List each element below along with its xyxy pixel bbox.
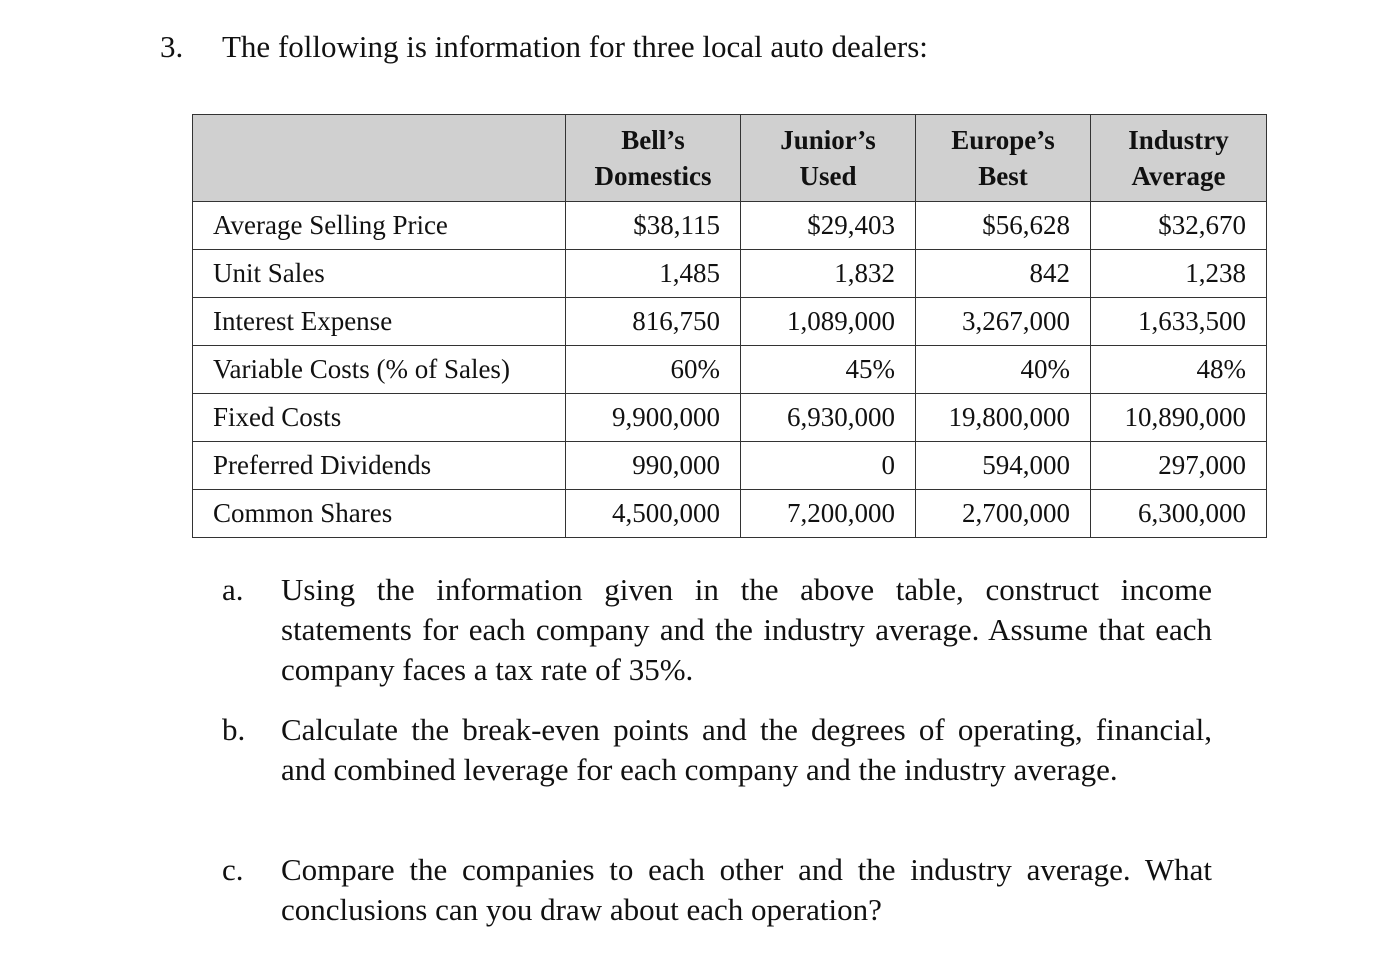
part-a	[222, 570, 1212, 690]
table-cell: 4,500,000	[566, 490, 741, 538]
table-cell: $56,628	[916, 202, 1091, 250]
table-cell: 6,930,000	[741, 394, 916, 442]
table-header-row	[193, 115, 1267, 202]
header-line: Europe’s	[951, 125, 1055, 155]
table-row	[193, 346, 1267, 394]
header-line: Junior’s	[780, 125, 876, 155]
table-cell: 1,089,000	[741, 298, 916, 346]
table-cell: $32,670	[1091, 202, 1267, 250]
table-cell: 1,832	[741, 250, 916, 298]
row-label: Common Shares	[193, 490, 566, 538]
table-cell: 1,485	[566, 250, 741, 298]
table-row	[193, 442, 1267, 490]
row-label: Variable Costs (% of Sales)	[193, 346, 566, 394]
header-line: Average	[1131, 161, 1226, 191]
part-letter: a.	[222, 572, 244, 607]
table-cell: 0	[741, 442, 916, 490]
table-row	[193, 394, 1267, 442]
table-cell: 3,267,000	[916, 298, 1091, 346]
header-corner-cell	[193, 115, 566, 202]
table-cell: 60%	[566, 346, 741, 394]
table-row	[193, 202, 1267, 250]
table-cell: 9,900,000	[566, 394, 741, 442]
header-juniors-used	[741, 115, 916, 202]
row-label: Preferred Dividends	[193, 442, 566, 490]
part-text: Calculate the break-even points and the degrees of operating, financial, and combined leverage for each company and the industry average.	[281, 712, 1212, 787]
table-cell: 40%	[916, 346, 1091, 394]
table-cell: 1,238	[1091, 250, 1267, 298]
part-text: Compare the companies to each other and the industry average. What conclusions can you draw about each operation?	[281, 852, 1212, 927]
part-text: Using the information given in the above table, construct income statements for each company and the industry average. Assume that each company faces a tax rate of 35%.	[281, 572, 1212, 687]
table-cell: 19,800,000	[916, 394, 1091, 442]
part-letter: b.	[222, 712, 246, 747]
header-industry-average	[1091, 115, 1267, 202]
table-cell: $29,403	[741, 202, 916, 250]
part-b	[222, 710, 1212, 790]
row-label: Interest Expense	[193, 298, 566, 346]
question-text: The following is information for three local auto dealers:	[222, 29, 928, 64]
question-number: 3.	[160, 29, 184, 64]
header-line: Bell’s	[621, 125, 685, 155]
table-row	[193, 298, 1267, 346]
table-cell: 842	[916, 250, 1091, 298]
table-cell: 45%	[741, 346, 916, 394]
row-label: Unit Sales	[193, 250, 566, 298]
row-label: Fixed Costs	[193, 394, 566, 442]
table-cell: 594,000	[916, 442, 1091, 490]
table-cell: 2,700,000	[916, 490, 1091, 538]
table-cell: 990,000	[566, 442, 741, 490]
table-cell: $38,115	[566, 202, 741, 250]
table-row	[193, 490, 1267, 538]
part-c	[222, 850, 1212, 930]
dealer-data-table	[192, 114, 1267, 538]
table-cell: 48%	[1091, 346, 1267, 394]
header-bells-domestics	[566, 115, 741, 202]
table-cell: 10,890,000	[1091, 394, 1267, 442]
table-cell: 1,633,500	[1091, 298, 1267, 346]
row-label: Average Selling Price	[193, 202, 566, 250]
table-cell: 816,750	[566, 298, 741, 346]
header-line: Domestics	[594, 161, 712, 191]
table-row	[193, 250, 1267, 298]
part-letter: c.	[222, 852, 244, 887]
header-line: Used	[799, 161, 857, 191]
header-line: Best	[978, 161, 1028, 191]
table-cell: 7,200,000	[741, 490, 916, 538]
header-line: Industry	[1128, 125, 1229, 155]
header-europes-best	[916, 115, 1091, 202]
table-cell: 297,000	[1091, 442, 1267, 490]
table-cell: 6,300,000	[1091, 490, 1267, 538]
